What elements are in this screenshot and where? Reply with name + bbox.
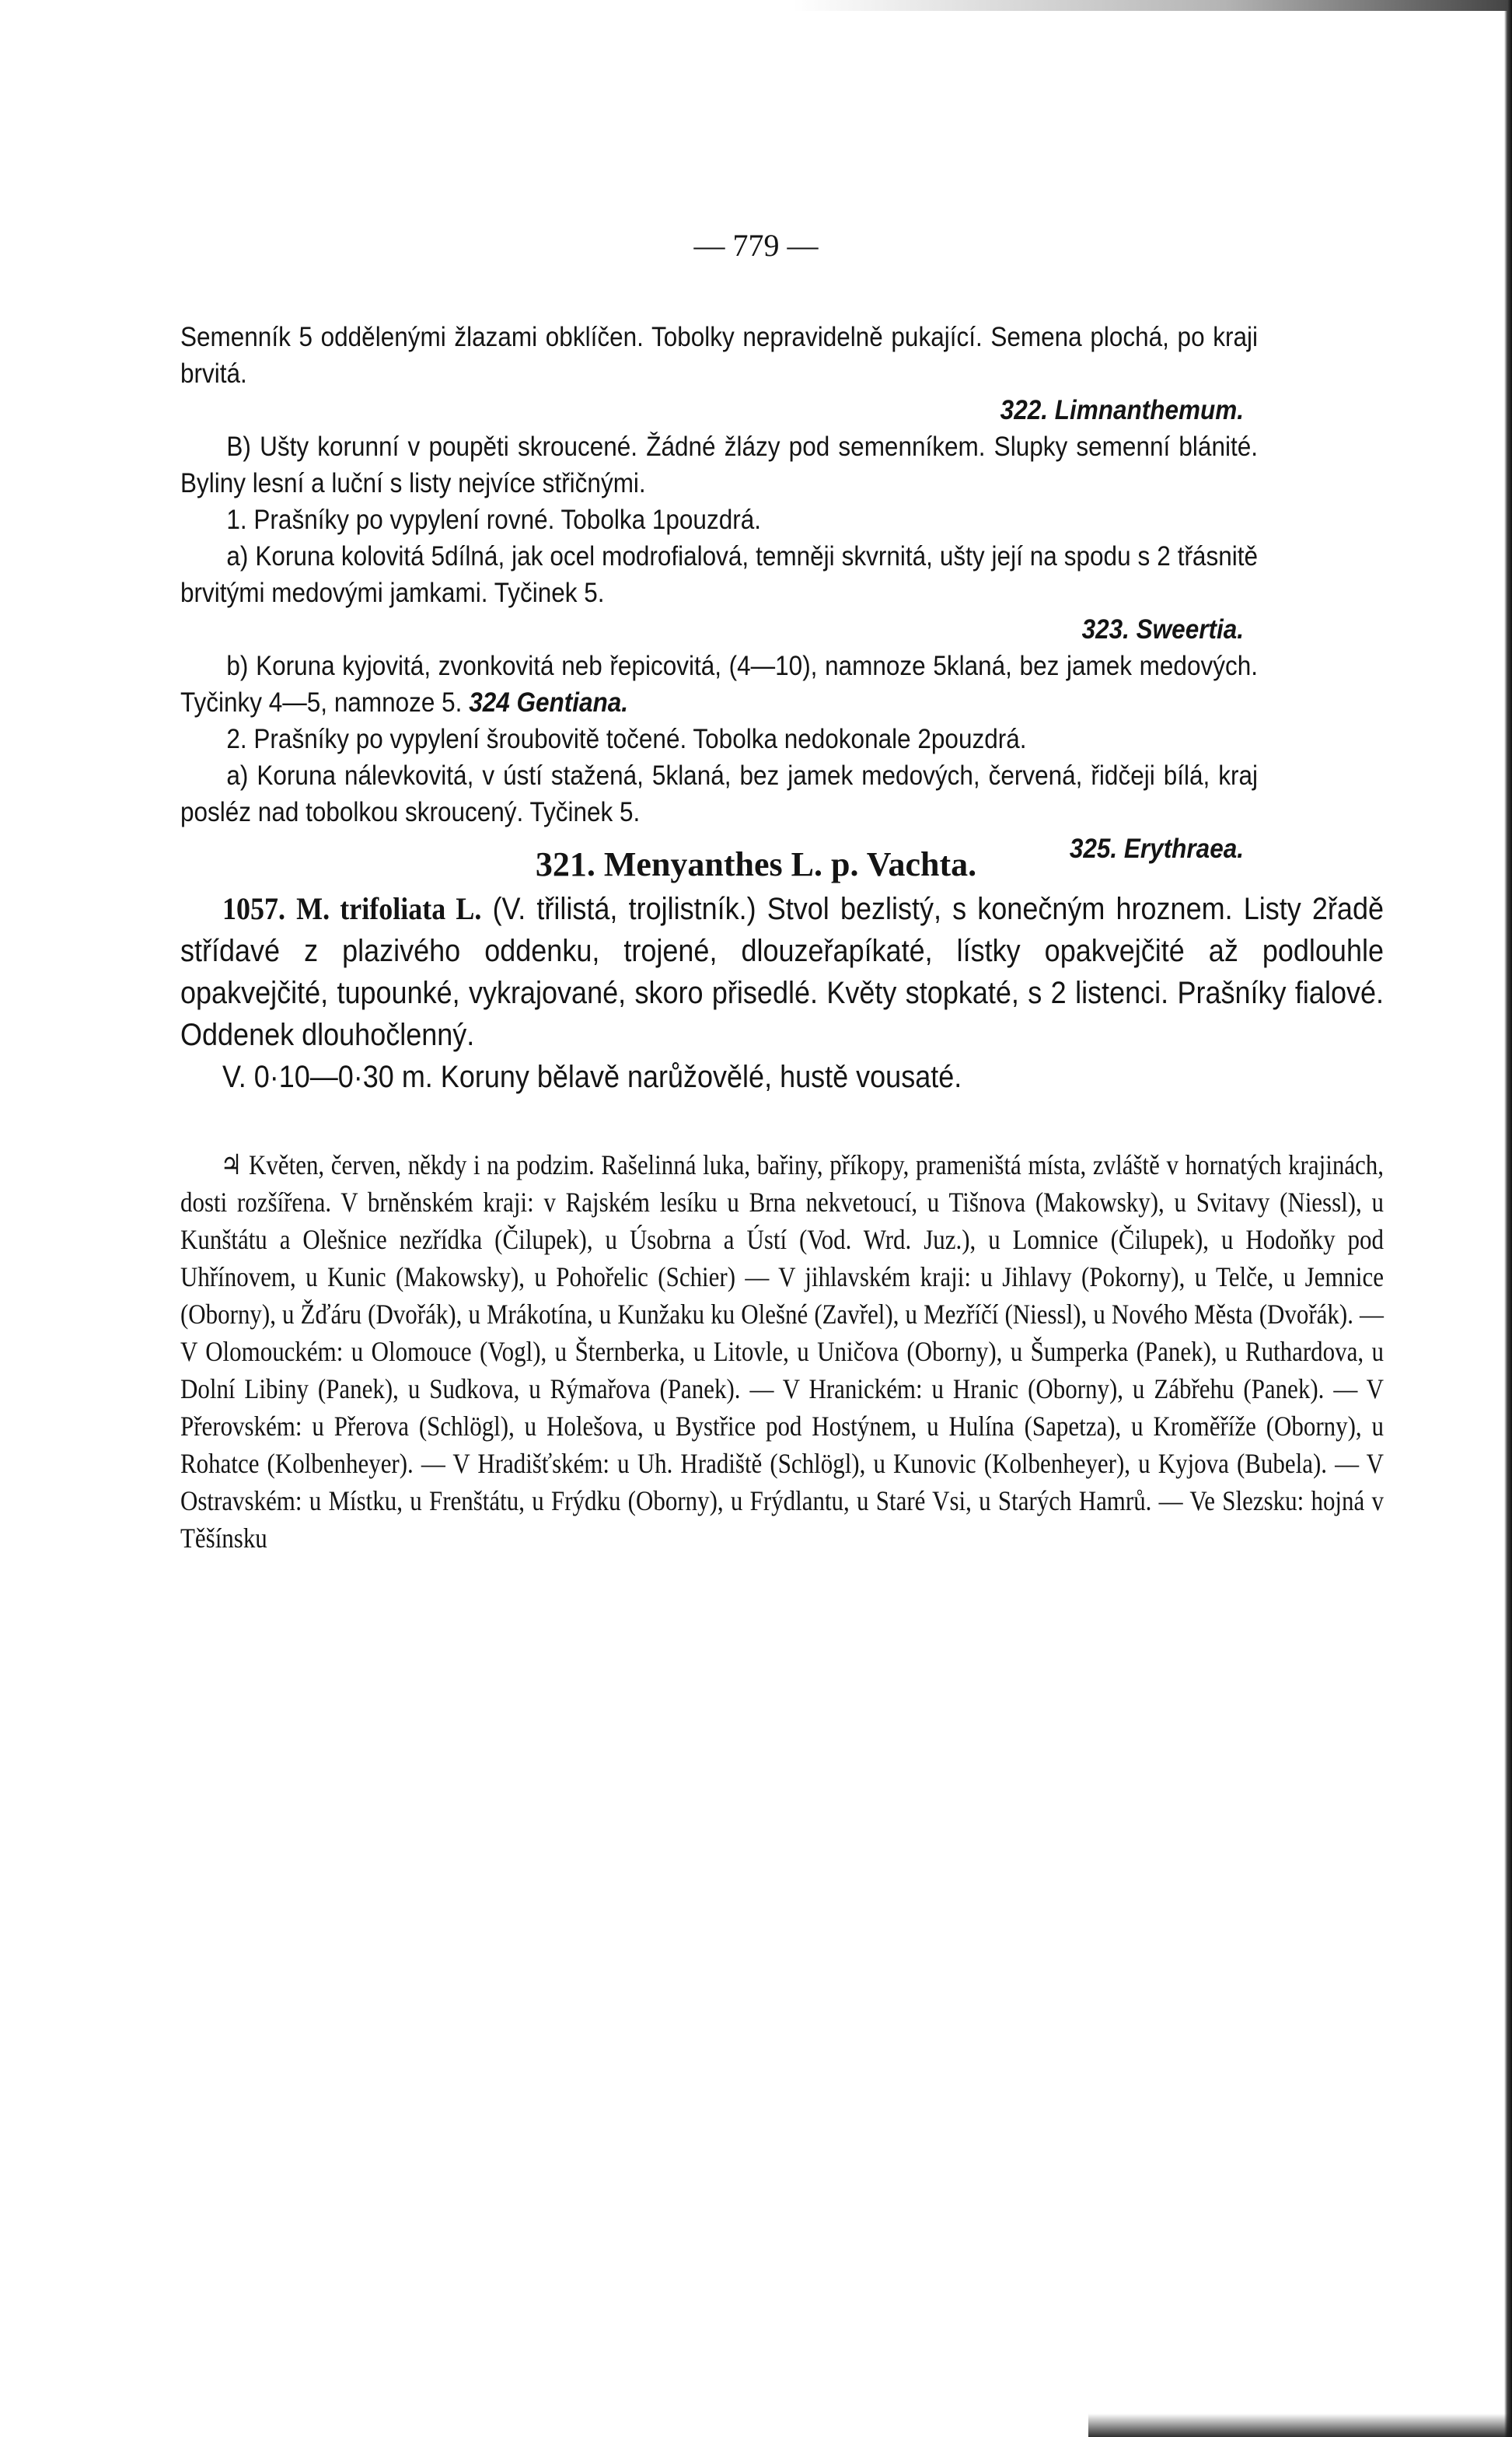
species-name: M. trifoliata L. (296, 891, 482, 926)
key-ref-gentiana: 324 Gentiana. (469, 687, 629, 718)
scan-top-edge (793, 0, 1512, 11)
locality-paragraph (180, 1146, 1384, 1557)
key-step-1b (180, 648, 1258, 721)
key-ref-limnanthemum: 322. Limnanthemum. (1000, 395, 1244, 425)
identification-key (180, 319, 1258, 867)
key-text: Semenník 5 oddělenými žlazami obklíčen. Tobolky nepravidelně pukající. Semena plochá, po kraji brvitá. (180, 322, 1258, 389)
key-step-1a: a) Koruna kolovitá 5dílná, jak ocel modrofialová, temněji skvrnitá, ušty její na spodu s 2 třásnitě brvitými medovými jamkami. Tyčinek 5. (180, 541, 1258, 608)
key-text: b) Koruna kyjovitá, zvonkovitá neb řepicovitá, (4—10), namnoze 5klaná, bez jamek medových. Tyčinky 4—5, namnoze 5. (180, 651, 1258, 718)
species-size-line: V. 0·10—0·30 m. Koruny bělavě narůžovělé, hustě vousaté. (222, 1060, 962, 1094)
species-text: (V. třilistá, trojlistník.) Stvol bezlistý, s konečným hroznem. Listy 2řadě střídavé z plazivého oddenku, trojené, dlouzeřapíkaté, lístky opakvejčité až podlouhle opakvejčité, tupounké, vykrajované, skoro přisedlé. Květy stopkaté, s 2 listenci. Prašníky fialové. Oddenek dlouhočlenný. (180, 892, 1384, 1052)
species-number: 1057. (222, 891, 285, 926)
locality-text-block (180, 1146, 1384, 1557)
page-number: — 779 — (693, 228, 819, 263)
key-step-2: 2. Prašníky po vypylení šroubovitě točené. Tobolka nedokonale 2pouzdrá. (226, 724, 1027, 754)
key-step-2a: a) Koruna nálevkovitá, v ústí stažená, 5klaná, bez jamek medových, červená, řidčeji bílá, kraj posléz nad tobolkou skroucený. Tyčinek 5. (180, 760, 1258, 827)
key-entry-limnanthemum (180, 319, 1258, 392)
key-ref-sweertia: 323. Sweertia. (1081, 614, 1244, 645)
species-paragraph (180, 888, 1384, 1056)
key-step-1: 1. Prašníky po vypylení rovné. Tobolka 1pouzdrá. (226, 505, 761, 535)
species-description (180, 888, 1384, 1098)
perennial-symbol: ♃ (220, 1149, 243, 1180)
scan-right-edge (1504, 0, 1512, 2437)
key-section-b: B) Ušty korunní v poupěti skroucené. Žádné žlázy pod semenníkem. Slupky semenní blánité. Byliny lesní a luční s listy nejvíce střičnými. (180, 432, 1258, 498)
scan-bottom-edge (1088, 2414, 1512, 2437)
genus-heading: 321. Menyanthes L. p. Vachta. (535, 845, 977, 883)
key-ref-erythraea: 325. Erythraea. (1069, 834, 1244, 864)
locality-text: Květen, červen, někdy i na podzim. Rašelinná luka, bařiny, příkopy, prameništá místa, zvláště v hornatých krajinách, dosti rozšířena. V brněnském kraji: v Rajském lesíku u Brna nekvetoucí, u Tišnova (Makowsky), u Svitavy (Niessl), u Kunštátu a Olešnice nezřídka (Čilupek), u Úsobrna a Ústí (Vod. Wrd. Juz.), u Lomnice (Čilupek), u Hodoňky pod Uhřínovem, u Kunic (Makowsky), u Pohořelic (Schier) — V jihlavském kraji: u Jihlavy (Pokorny), u Telče, u Jemnice (Oborny), u Žďáru (Dvořák), u Mrákotína, u Kunžaku ku Olešné (Zavřel), u Mezříčí (Niessl), u Nového Města (Dvořák). — V Olomouckém: u Olomouce (Vogl), u Šternberka, u Litovle, u Uničova (Oborny), u Šumperka (Panek), u Ruthardova, u Dolní Libiny (Panek), u Sudkova, u Rýmařova (Panek). — V Hranickém: u Hranic (Oborny), u Zábřehu (Panek). — V Přerovském: u Přerova (Schlögl), u Holešova, u Bystřice pod Hostýnem, u Hulína (Sapetza), u Kroměříže (Oborny), u Rohatce (Kolbenheyer). — V Hradišťském: u Uh. Hradiště (Schlögl), u Kunovic (Kolbenheyer), u Kyjova (Bubela). — V Ostravském: u Místku, u Frenštátu, u Frýdku (Oborny), u Frýdlantu, u Staré Vsi, u Starých Hamrů. — Ve Slezsku: hojná v Těšínsku (180, 1149, 1384, 1554)
